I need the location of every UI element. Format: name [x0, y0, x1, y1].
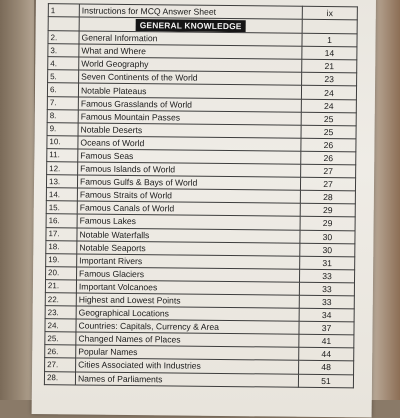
row-page: 33: [299, 295, 354, 309]
section-heading: GENERAL KNOWLEDGE: [136, 19, 246, 32]
row-number: 21.: [45, 279, 76, 292]
row-title: Famous Glaciers: [77, 267, 300, 282]
row-number: 25.: [45, 332, 76, 345]
row-number: 23.: [45, 306, 76, 319]
row-number: 9.: [47, 122, 78, 135]
table-row: [44, 371, 353, 387]
row-title: Geographical Locations: [76, 306, 299, 321]
row-page: 48: [299, 361, 354, 375]
row-title: Famous Gulfs & Bays of World: [77, 175, 300, 190]
row-number: 12.: [47, 162, 78, 175]
row-page: 25: [301, 125, 356, 139]
row-number: 15.: [46, 201, 77, 214]
row-number: 3.: [48, 44, 79, 57]
row-page: 51: [298, 374, 353, 388]
row-page: 14: [302, 46, 357, 60]
row-number: 24.: [45, 319, 76, 332]
row-number: 28.: [44, 371, 75, 384]
row-number: 4.: [48, 57, 79, 70]
row-page: 25: [301, 112, 356, 126]
row-page: 44: [299, 348, 354, 362]
row-title: Famous Seas: [78, 149, 301, 164]
row-title: Oceans of World: [78, 136, 301, 151]
row-title: Important Rivers: [77, 254, 300, 269]
background-left: [0, 0, 34, 400]
row-number: 18.: [46, 240, 77, 253]
row-title: Popular Names: [76, 345, 299, 360]
row-number: 11.: [47, 149, 78, 162]
row-page: 37: [299, 321, 354, 335]
row-number: 17.: [46, 227, 77, 240]
row-title: Important Volcanoes: [76, 280, 299, 295]
row-number: 7.: [47, 96, 78, 109]
row-title: Famous Islands of World: [78, 162, 301, 177]
row-number: 6.: [47, 83, 78, 96]
row-title: World Geography: [79, 57, 302, 72]
row-page: 33: [299, 269, 354, 283]
row-title: Names of Parliaments: [75, 371, 298, 386]
row-page: 30: [300, 243, 355, 257]
row-page: 29: [300, 204, 355, 218]
row-title: Notable Waterfalls: [77, 227, 300, 242]
row-page: ix: [302, 6, 357, 20]
row-page: 34: [299, 308, 354, 322]
row-page: 26: [301, 138, 356, 152]
row-number: 20.: [46, 266, 77, 279]
row-page: 23: [302, 73, 357, 87]
row-title: Countries: Capitals, Currency & Area: [76, 319, 299, 334]
row-number: 16.: [46, 214, 77, 227]
row-page: 41: [299, 335, 354, 349]
row-number: 8.: [47, 109, 78, 122]
row-title: Instructions for MCQ Answer Sheet: [79, 4, 302, 19]
row-title: Famous Mountain Passes: [78, 110, 301, 125]
row-number: 19.: [46, 253, 77, 266]
row-number: 10.: [47, 135, 78, 148]
row-page: 30: [300, 230, 355, 244]
row-number: 13.: [46, 175, 77, 188]
row-page: 29: [300, 217, 355, 231]
row-number: 2.: [48, 31, 79, 44]
row-title: Notable Plateaus: [78, 83, 301, 98]
row-title: Highest and Lowest Points: [76, 293, 299, 308]
row-title: Famous Canals of World: [77, 201, 300, 216]
row-number: 26.: [45, 345, 76, 358]
row-title: Notable Deserts: [78, 123, 301, 138]
row-title: Cities Associated with Industries: [76, 358, 299, 373]
row-number: 27.: [45, 358, 76, 371]
row-number: 1: [48, 4, 79, 17]
row-page: 21: [302, 60, 357, 74]
row-title: General Information: [79, 31, 302, 46]
book-page: [32, 0, 376, 418]
row-page: 33: [299, 282, 354, 296]
row-title: Famous Straits of World: [77, 188, 300, 203]
row-page: 1: [302, 33, 357, 47]
row-page: 28: [300, 190, 355, 204]
row-title: What and Where: [79, 44, 302, 59]
row-page: 27: [301, 164, 356, 178]
row-page: 27: [300, 177, 355, 191]
row-title: Changed Names of Places: [76, 332, 299, 347]
row-number: 22.: [45, 293, 76, 306]
row-page: 24: [301, 99, 356, 113]
row-title: Seven Continents of the World: [79, 70, 302, 85]
row-title: Notable Seaports: [77, 241, 300, 256]
row-page: 31: [300, 256, 355, 270]
table-of-contents: [44, 3, 358, 388]
row-number: 5.: [48, 70, 79, 83]
row-page: 26: [301, 151, 356, 165]
row-title: Famous Lakes: [77, 214, 300, 229]
row-page: 24: [301, 86, 356, 100]
row-number: 14.: [46, 188, 77, 201]
row-title: Famous Grasslands of World: [78, 97, 301, 112]
